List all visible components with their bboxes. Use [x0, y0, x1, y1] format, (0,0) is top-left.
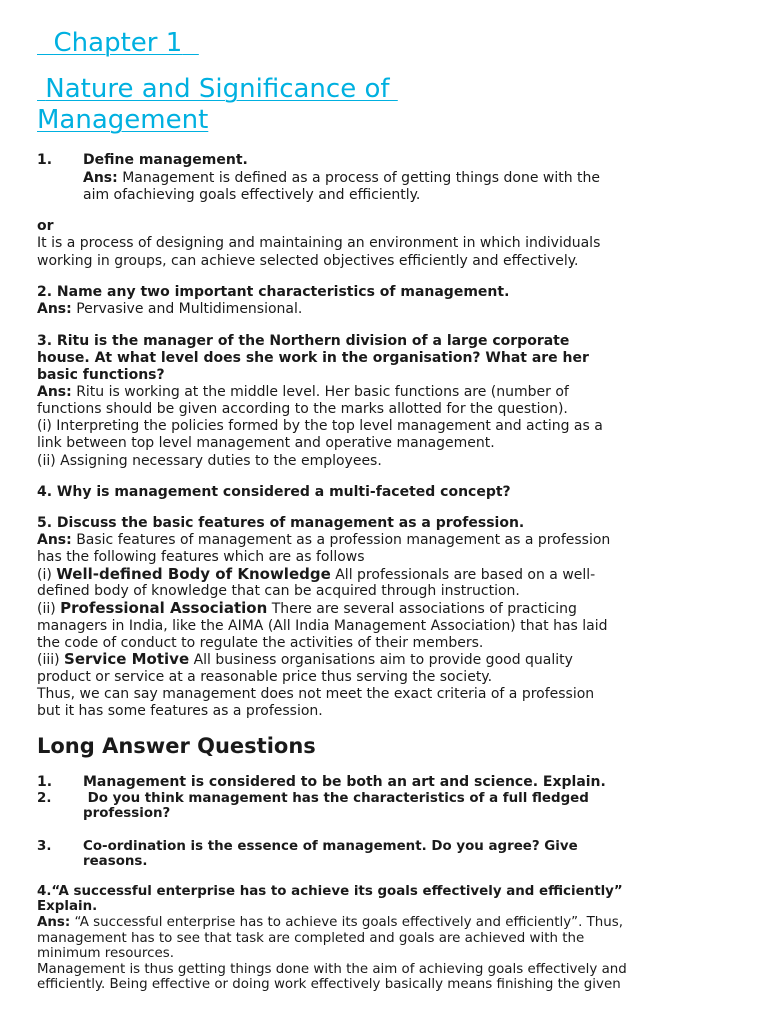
q1-answer-line-1: Ans: Management is defined as a process of getting things done with the: [83, 170, 601, 186]
chapter-title-line-2: Management: [37, 105, 209, 135]
q3-answer-line-3: (i) Interpreting the policies formed by the top level management and acting as a: [37, 418, 603, 434]
long-q2-number: 2.: [37, 791, 52, 806]
q5-point-ii-line-2: managers in India, like the AIMA (All India Management Association) that has laid: [37, 618, 608, 634]
q3-answer-line-5: (ii) Assigning necessary duties to the employees.: [37, 453, 382, 469]
q4-question: 4. Why is management considered a multi-faceted concept?: [37, 484, 511, 500]
or-line-2: working in groups, can achieve selected objectives efficiently and effectively.: [37, 253, 579, 269]
long-q4-answer-line-4: Management is thus getting things done with the aim of achieving goals effectively and: [37, 962, 627, 977]
q5-point-ii-line-3: the code of conduct to regulate the activities of their members.: [37, 635, 484, 651]
long-q4-answer-line-5: efficiently. Being effective or doing work effectively basically means finishing the given: [37, 977, 621, 992]
q3-answer-line-1: Ans: Ritu is working at the middle level. Her basic functions are (number of: [37, 384, 569, 400]
q5-point-iii: (iii) Service Motive All business organisations aim to provide good quality: [37, 650, 573, 668]
q5-point-ii: (ii) Professional Association There are several associations of practicing: [37, 599, 577, 617]
q3-answer-line-4: link between top level management and operative management.: [37, 435, 495, 451]
q2-answer: Ans: Pervasive and Multidimensional.: [37, 301, 303, 317]
q3-question-line-3: basic functions?: [37, 367, 165, 383]
q5-answer-line-2: has the following features which are as follows: [37, 549, 365, 565]
q3-question-line-1: 3. Ritu is the manager of the Northern division of a large corporate: [37, 333, 570, 349]
q1-number: 1.: [37, 152, 53, 168]
long-q3-line-2: reasons.: [83, 854, 148, 869]
q1-answer-line-2: aim ofachieving goals effectively and efficiently.: [83, 187, 421, 203]
q5-answer-line-1: Ans: Basic features of management as a profession management as a profession: [37, 532, 611, 548]
q5-question: 5. Discuss the basic features of management as a profession.: [37, 515, 525, 531]
q5-point-i: (i) Well-defined Body of Knowledge All professionals are based on a well-: [37, 565, 596, 583]
long-q1: Management is considered to be both an art and science. Explain.: [83, 774, 606, 790]
long-q4-answer-line-1: Ans: “A successful enterprise has to achieve its goals effectively and efficiently”. Thus,: [37, 915, 623, 930]
long-q1-number: 1.: [37, 774, 53, 790]
q1-question: Define management.: [83, 152, 248, 168]
q3-answer-line-2: functions should be given according to the marks allotted for the question).: [37, 401, 568, 417]
long-q3-line-1: Co-ordination is the essence of management. Do you agree? Give: [83, 839, 578, 854]
q5-conclusion-line-2: but it has some features as a profession.: [37, 703, 323, 719]
or-line-1: It is a process of designing and maintaining an environment in which individuals: [37, 235, 601, 251]
long-q2-line-2: profession?: [83, 806, 171, 821]
long-q4-answer-line-3: minimum resources.: [37, 946, 174, 961]
long-q3-number: 3.: [37, 839, 52, 854]
q5-conclusion-line-1: Thus, we can say management does not meet the exact criteria of a profession: [37, 686, 595, 702]
long-q4-line-2: Explain.: [37, 899, 98, 914]
long-q4-answer-line-2: management has to see that task are completed and goals are achieved with the: [37, 931, 585, 946]
chapter-title-line-1: Nature and Significance of: [45, 74, 390, 104]
long-answer-heading: Long Answer Questions: [37, 734, 316, 758]
chapter-heading: Chapter 1: [53, 28, 183, 58]
long-q2-line-1: Do you think management has the characteristics of a full fledged: [87, 791, 589, 806]
q5-point-i-line-2: defined body of knowledge that can be acquired through instruction.: [37, 583, 520, 599]
q5-point-iii-line-2: product or service at a reasonable price thus serving the society.: [37, 669, 493, 685]
q3-question-line-2: house. At what level does she work in the organisation? What are her: [37, 350, 589, 366]
long-q4-line-1: 4.“A successful enterprise has to achieve its goals effectively and efficiently”: [37, 884, 623, 899]
q2-question: 2. Name any two important characteristics of management.: [37, 284, 510, 300]
or-label: or: [37, 218, 54, 234]
